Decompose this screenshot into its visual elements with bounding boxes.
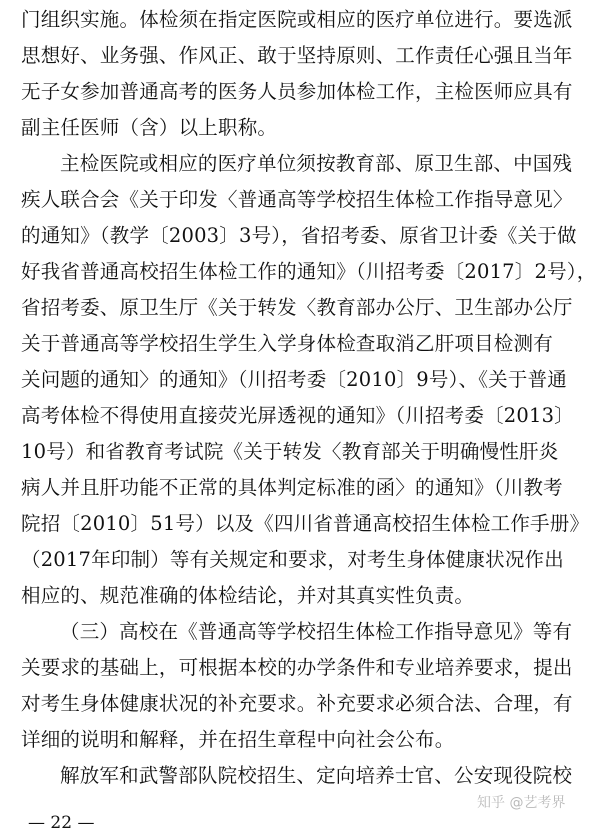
text-line: 对考生身体健康状况的补充要求。补充要求必须合法、合理，有 (21, 692, 573, 715)
text-line: 关于普通高等学校招生学生入学身体检查取消乙肝项目检测有 (21, 332, 553, 355)
text-line: 门组织实施。体检须在指定医院或相应的医疗单位进行。要选派 (21, 8, 573, 31)
text-line: 好我省普通高校招生体检工作的通知》（川招考委〔2017〕2号）， (21, 260, 597, 283)
watermark: 知乎 @艺考界 (477, 795, 566, 811)
text-line: （2017年印制）等有关规定和要求，对考生身体健康状况作出 (21, 548, 564, 571)
text-line: 副主任医师（含）以上职称。 (21, 116, 278, 139)
text-line: 主检医院或相应的医疗单位须按教育部、原卫生部、中国残 (60, 152, 573, 175)
text-line: 无子女参加普通高考的医务人员参加体检工作，主检医师应具有 (21, 80, 573, 103)
text-line: 关问题的通知〉的通知》（川招考委〔2010〕9号）、《关于普通 (21, 368, 567, 391)
text-line: （三）高校在《普通高等学校招生体检工作指导意见》等有 (60, 620, 573, 643)
text-line: 思想好、业务强、作风正、敢于坚持原则、工作责任心强且当年 (21, 44, 573, 67)
text-line: 高考体检不得使用直接荧光屏透视的通知》（川招考委〔2013〕 (21, 404, 574, 427)
text-line: 省招考委、原卫生厅《关于转发〈教育部办公厅、卫生部办公厅 (21, 296, 573, 319)
text-line: 院招〔2010〕51号）以及《四川省普通高校招生体检工作手册》 (21, 512, 590, 535)
text-line: 病人并且肝功能不正常的具体判定标准的函〉的通知》（川教考 (21, 476, 563, 499)
text-line: 10号）和省教育考试院《关于转发〈教育部关于明确慢性肝炎 (21, 440, 559, 463)
page-number: — 22 — (28, 813, 95, 833)
text-line: 解放军和武警部队院校招生、定向培养士官、公安现役院校 (60, 764, 573, 787)
text-line: 疾人联合会《关于印发〈普通高等学校招生体检工作指导意见〉 (21, 188, 573, 211)
text-line: 详细的说明和解释，并在招生章程中向社会公布。 (21, 728, 455, 751)
text-line: 相应的、规范准确的体检结论，并对其真实性负责。 (21, 584, 475, 607)
text-line: 关要求的基础上，可根据本校的办学条件和专业培养要求，提出 (21, 656, 573, 679)
text-line: 的通知》（教学〔2003〕3号），省招考委、原省卫计委《关于做 (21, 224, 577, 247)
